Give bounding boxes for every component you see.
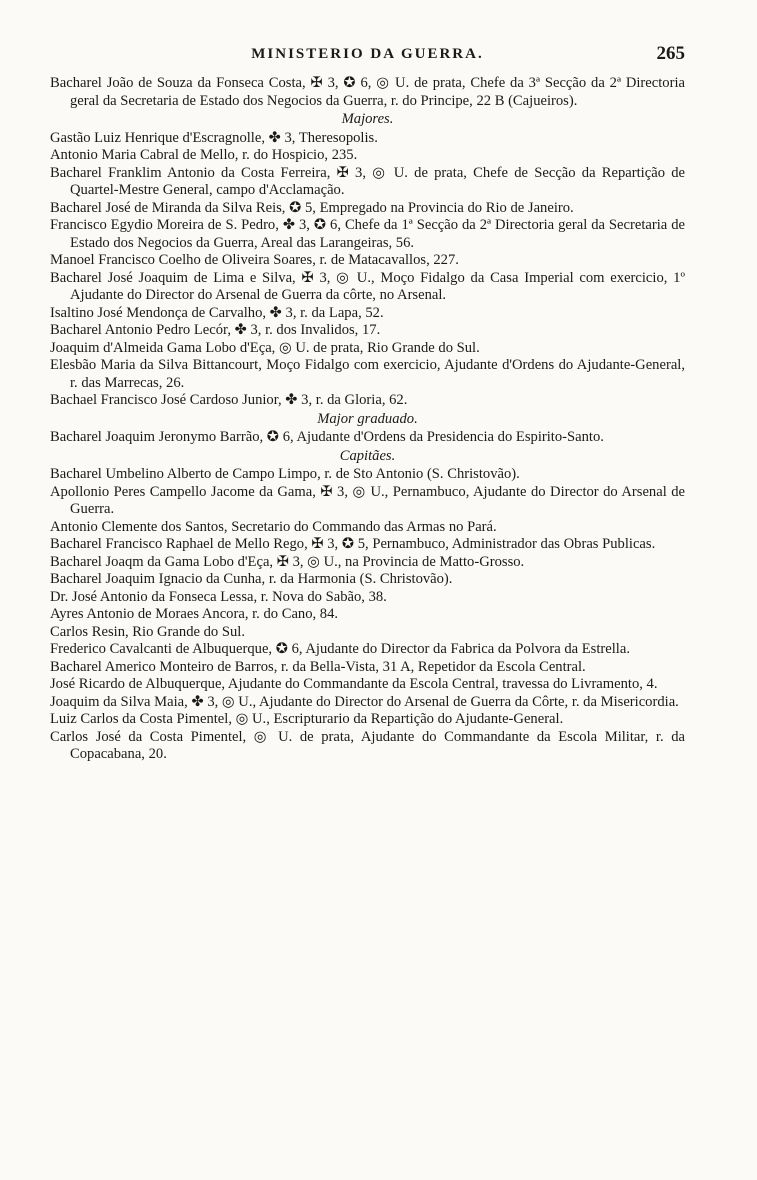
directory-entry: Ayres Antonio de Moraes Ancora, r. do Cano, 84. xyxy=(50,606,339,622)
directory-entry: Bacharel Antonio Pedro Lecór, ✤ 3, r. dos Invalidos, 17. xyxy=(50,322,381,338)
directory-entry: Antonio Maria Cabral de Mello, r. do Hospicio, 235. xyxy=(50,147,358,163)
directory-entry: Dr. José Antonio da Fonseca Lessa, r. Nova do Sabão, 38. xyxy=(50,588,387,605)
directory-entry: Bacharel Americo Monteiro de Barros, r. da Bella-Vista, 31 A, Repetidor da Escola Central. xyxy=(50,658,586,675)
section-heading: Majores. xyxy=(341,111,394,127)
directory-entry: Frederico Cavalcanti de Albuquerque, ✪ 6, Ajudante do Director da Fabrica da Polvora da Estrella. xyxy=(50,641,630,657)
directory-entry: Bacharel Franklim Antonio da Costa Ferreira, ✠ 3, ◎ U. de prata, Chefe de Secção da Repartição de Quartel-Mestre General, campo d'Acclamação. xyxy=(50,164,685,198)
directory-entry: Joaquim d'Almeida Gama Lobo d'Eça, ◎ U. de prata, Rio Grande do Sul. xyxy=(50,339,480,356)
directory-entry: Gastão Luiz Henrique d'Escragnolle, ✤ 3, Theresopolis. xyxy=(50,129,378,146)
directory-entry: Francisco Egydio Moreira de S. Pedro, ✤ 3, ✪ 6, Chefe da 1ª Secção da 2ª Directoria geral da Secretaria de Estado dos Negocios da Guerra, Areal das Larangeiras, 56. xyxy=(50,217,685,251)
directory-entry: Bacharel Francisco Raphael de Mello Rego, ✠ 3, ✪ 5, Pernambuco, Administrador das Obras Publicas. xyxy=(50,536,656,552)
directory-entry: Carlos José da Costa Pimentel, ◎ U. de prata, Ajudante do Commandante da Escola Militar, r. da Copacabana, 20. xyxy=(50,728,685,762)
directory-entry: Manoel Francisco Coelho de Oliveira Soares, r. de Matacavallos, 227. xyxy=(50,252,459,268)
directory-entry: Bacharel Joaqm da Gama Lobo d'Eça, ✠ 3, ◎ U., na Provincia de Matto-Grosso. xyxy=(50,553,525,570)
directory-entry: José Ricardo de Albuquerque, Ajudante do Commandante da Escola Central, travessa do Livramento, 4. xyxy=(50,676,658,692)
directory-entry: Joaquim da Silva Maia, ✤ 3, ◎ U., Ajudante do Director do Arsenal de Guerra da Côrte, r. da Misericordia. xyxy=(50,693,679,710)
section xyxy=(50,111,685,410)
page-number: 265 xyxy=(656,43,685,64)
directory-entry: Bacharel Joaquim Jeronymo Barrão, ✪ 6, Ajudante d'Ordens da Presidencia do Espirito-Santo. xyxy=(50,429,604,445)
section xyxy=(50,75,685,110)
directory-entry: Bacharel José de Miranda da Silva Reis, ✪ 5, Empregado na Provincia do Rio de Janeiro. xyxy=(50,199,574,216)
section xyxy=(50,411,685,447)
document-body xyxy=(50,75,685,764)
directory-entry: Bacharel Joaquim Ignacio da Cunha, r. da Harmonia (S. Christovão). xyxy=(50,571,453,587)
directory-entry: Luiz Carlos da Costa Pimentel, ◎ U., Escripturario da Repartição do Ajudante-General. xyxy=(50,711,564,727)
directory-entry: Elesbão Maria da Silva Bittancourt, Moço Fidalgo com exercicio, Ajudante d'Ordens do Ajudante-General, r. das Marrecas, 26. xyxy=(50,357,685,391)
directory-entry: Bacharel José Joaquim de Lima e Silva, ✠ 3, ◎ U., Moço Fidalgo da Casa Imperial com exercicio, 1º Ajudante do Director do Arsenal de Guerra da côrte, no Arsenal. xyxy=(50,269,685,303)
directory-entry: Isaltino José Mendonça de Carvalho, ✤ 3, r. da Lapa, 52. xyxy=(50,304,384,321)
directory-entry: Antonio Clemente dos Santos, Secretario do Commando das Armas no Pará. xyxy=(50,518,497,535)
section-heading: Capitães. xyxy=(339,447,396,464)
directory-entry: Apollonio Peres Campello Jacome da Gama, ✠ 3, ◎ U., Pernambuco, Ajudante do Director do Arsenal de Guerra. xyxy=(50,483,685,517)
directory-entry: Bachael Francisco José Cardoso Junior, ✤ 3, r. da Gloria, 62. xyxy=(50,392,408,408)
page-header xyxy=(50,43,685,70)
directory-entry: Bacharel Umbelino Alberto de Campo Limpo, r. de Sto Antonio (S. Christovão). xyxy=(50,466,520,482)
directory-entry: Bacharel João de Souza da Fonseca Costa, ✠ 3, ✪ 6, ◎ U. de prata, Chefe da 3ª Secção da 2ª Directoria geral da Secretaria de Estado dos Negocios da Guerra, r. do Principe, 22 B (Cajueiros). xyxy=(50,75,685,109)
directory-entry: Carlos Resin, Rio Grande do Sul. xyxy=(50,623,245,640)
section-heading: Major graduado. xyxy=(317,410,418,427)
running-head: MINISTERIO DA GUERRA. xyxy=(251,46,484,62)
section xyxy=(50,448,685,764)
